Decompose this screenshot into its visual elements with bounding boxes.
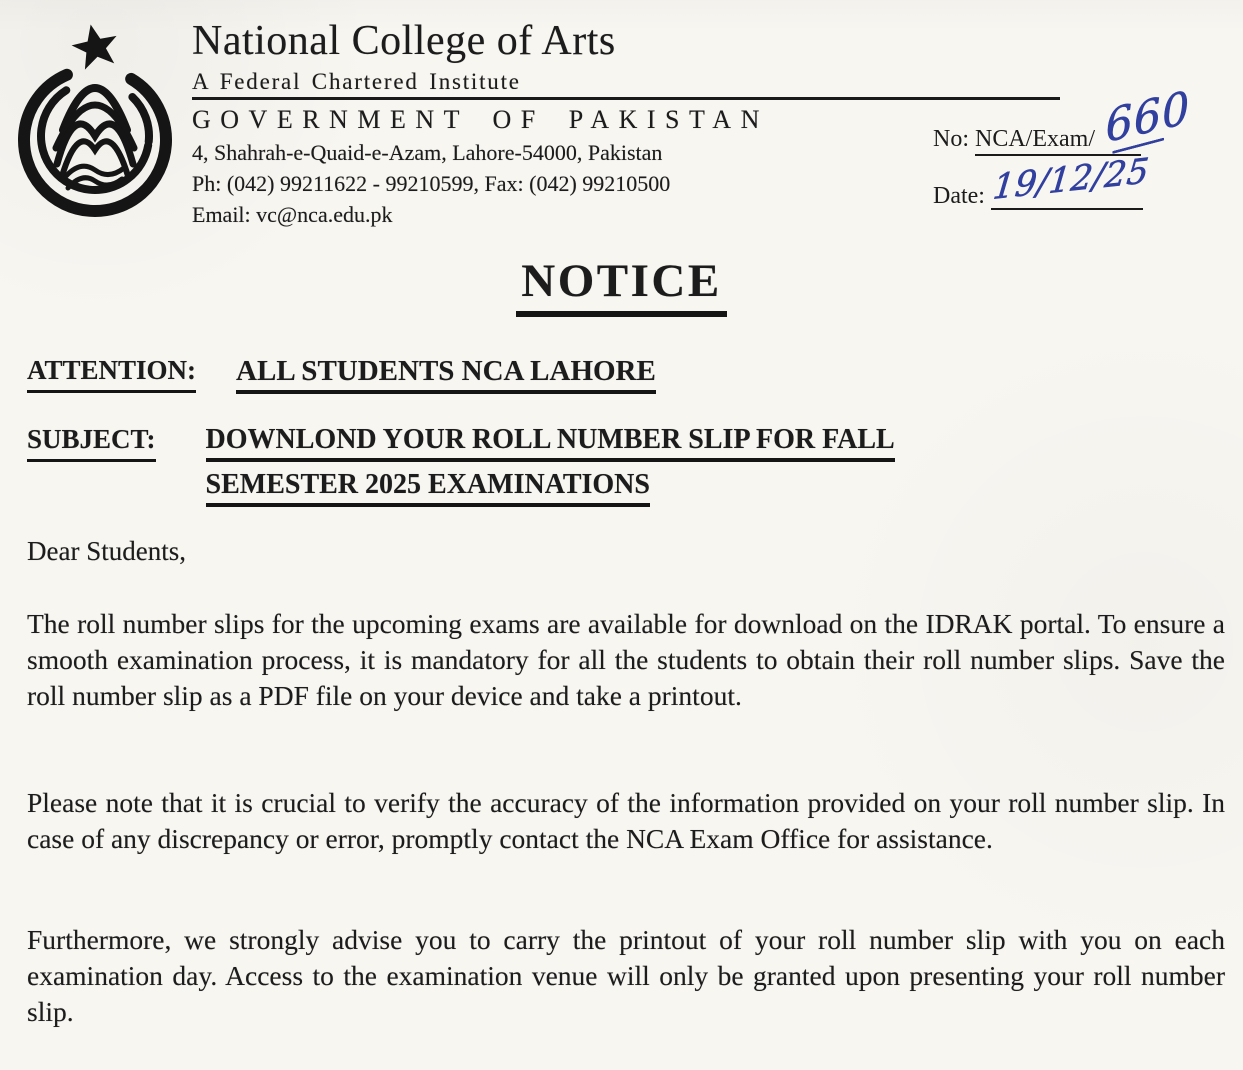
- notice-title: NOTICE: [0, 254, 1243, 317]
- date-label: Date:: [933, 183, 985, 209]
- subject-line-2: SEMESTER 2025 EXAMINATIONS: [206, 469, 650, 507]
- email-line: Email: vc@nca.edu.pk: [192, 202, 393, 227]
- attention-label: ATTENTION:: [27, 355, 196, 393]
- government-line: GOVERNMENT OF PAKISTAN: [192, 105, 769, 134]
- ref-number-label: No:: [933, 126, 969, 152]
- ref-number-printed: NCA/Exam/ 660: [975, 126, 1141, 156]
- ref-date-block: [933, 81, 1192, 210]
- attention-row: [27, 355, 656, 394]
- date-handwritten: 19/12/25: [991, 151, 1151, 208]
- body-paragraph: Furthermore, we strongly advise you to carry the printout of your roll number slip with you on each examination day. Access to the examination venue will only be granted upon presenting your roll number slip.: [27, 924, 1225, 1027]
- salutation: Dear Students,: [27, 536, 186, 566]
- subject-line-1: DOWNLOND YOUR ROLL NUMBER SLIP FOR FALL: [206, 424, 895, 462]
- address-line: 4, Shahrah-e-Quaid-e-Azam, Lahore-54000, Pakistan: [192, 140, 663, 165]
- body-paragraph: The roll number slips for the upcoming exams are available for download on the IDRAK portal. To ensure a smooth examination process, it is mandatory for all the students to obtain their roll number slips. Save the roll number slip as a PDF file on your device and take a printout.: [27, 608, 1225, 711]
- subject-text: [206, 424, 895, 514]
- letterhead: [192, 18, 1060, 228]
- institution-name: National College of Arts: [192, 18, 616, 64]
- subject-label: SUBJECT:: [27, 424, 156, 462]
- nca-crescent-star-logo-icon: [6, 18, 184, 218]
- date-line: [990, 150, 1152, 210]
- subject-row: [27, 424, 895, 514]
- institution-tagline: A Federal Chartered Institute: [192, 69, 1060, 100]
- ref-number-handwritten: 660: [1104, 81, 1192, 153]
- phone-fax-line: Ph: (042) 99211622 - 99210599, Fax: (042) 99210500: [192, 171, 671, 196]
- star-shape: [68, 20, 122, 72]
- attention-value: ALL STUDENTS NCA LAHORE: [236, 355, 656, 394]
- date-row: [933, 150, 1152, 210]
- body-paragraph: Please note that it is crucial to verify the accuracy of the information provided on your roll number slip. In case of any discrepancy or error, promptly contact the NCA Exam Office for assistance.: [27, 787, 1225, 854]
